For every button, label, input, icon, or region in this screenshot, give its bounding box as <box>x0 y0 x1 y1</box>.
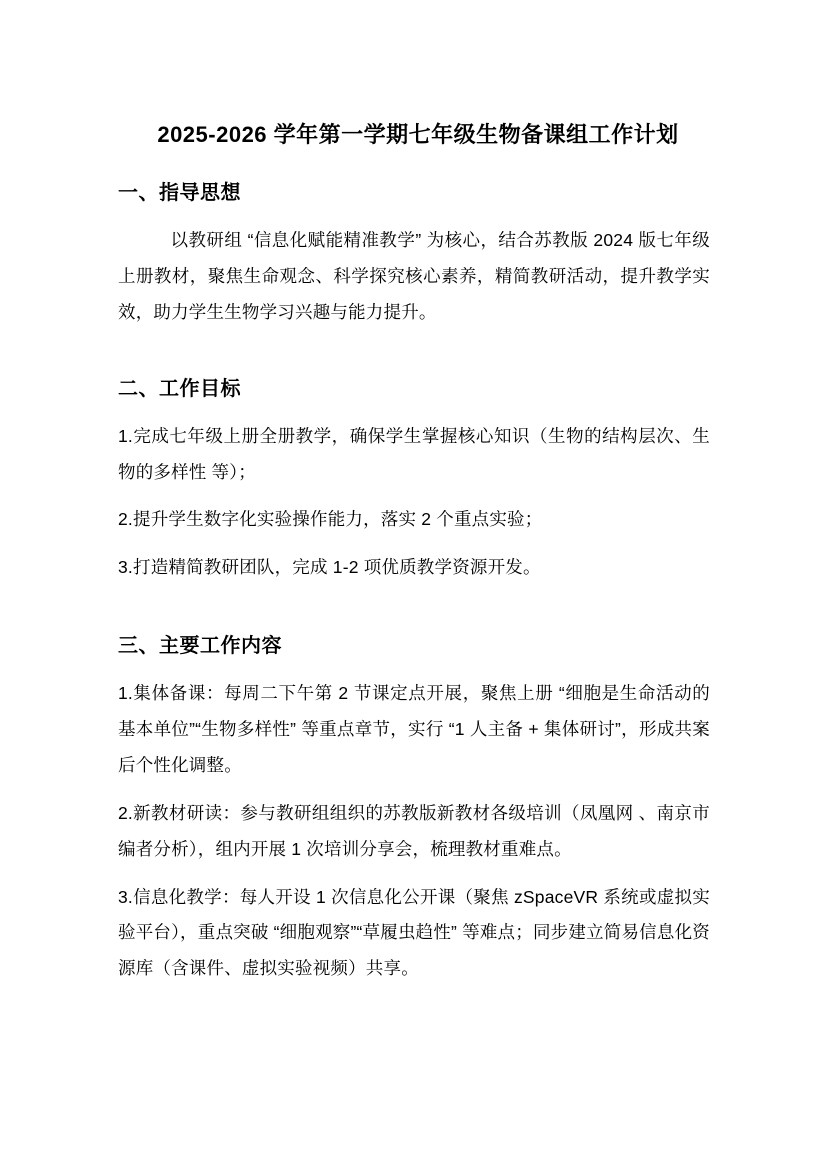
spacer <box>118 341 710 347</box>
document-body <box>118 118 710 999</box>
paragraph-guiding-ideology-1: 以教研组 “信息化赋能精准教学” 为核心，结合苏教版 2024 版七年级上册教材，聚焦生命观念、科学探究核心素养，精简教研活动，提升教学实效，助力学生生物学习兴趣与能力提升。 <box>118 230 710 322</box>
spacer <box>118 598 710 604</box>
section-heading-guiding-ideology: 一、指导思想 <box>118 182 241 204</box>
paragraph-main-work-1: 1.集体备课：每周二下午第 2 节课定点开展，聚焦上册 “细胞是生命活动的基本单位”“生物多样性” 等重点章节，实行 “1 人主备 + 集体研讨”，形成共案后个性化调整。 <box>118 683 710 775</box>
section-heading-main-work-content: 三、主要工作内容 <box>118 635 282 658</box>
page-title: 2025-2026 学年第一学期七年级生物备课组工作计划 <box>157 122 679 147</box>
paragraph-work-goals-1: 1.完成七年级上册全册教学，确保学生掌握核心知识（生物的结构层次、生物的多样性 等）； <box>118 425 710 482</box>
paragraph-work-goals-2: 2.提升学生数字化实验操作能力，落实 2 个重点实验； <box>118 509 543 530</box>
paragraph-work-goals-3: 3.打造精简教研团队，完成 1-2 项优质教学资源开发。 <box>118 557 541 578</box>
paragraph-main-work-2: 2.新教材研读：参与教研组组织的苏教版新教材各级培训（凤凰网 、南京市编者分析），组内开展 1 次培训分享会，梳理教材重难点。 <box>118 802 710 859</box>
section-heading-work-goals: 二、工作目标 <box>118 377 241 400</box>
paragraph-main-work-3: 3.信息化教学：每人开设 1 次信息化公开课（聚焦 zSpaceVR 系统或虚拟实验平台），重点突破 “细胞观察”“草履虫趋性” 等难点；同步建立简易信息化资源库（含课件、虚拟实验视频）共享。 <box>118 886 710 979</box>
